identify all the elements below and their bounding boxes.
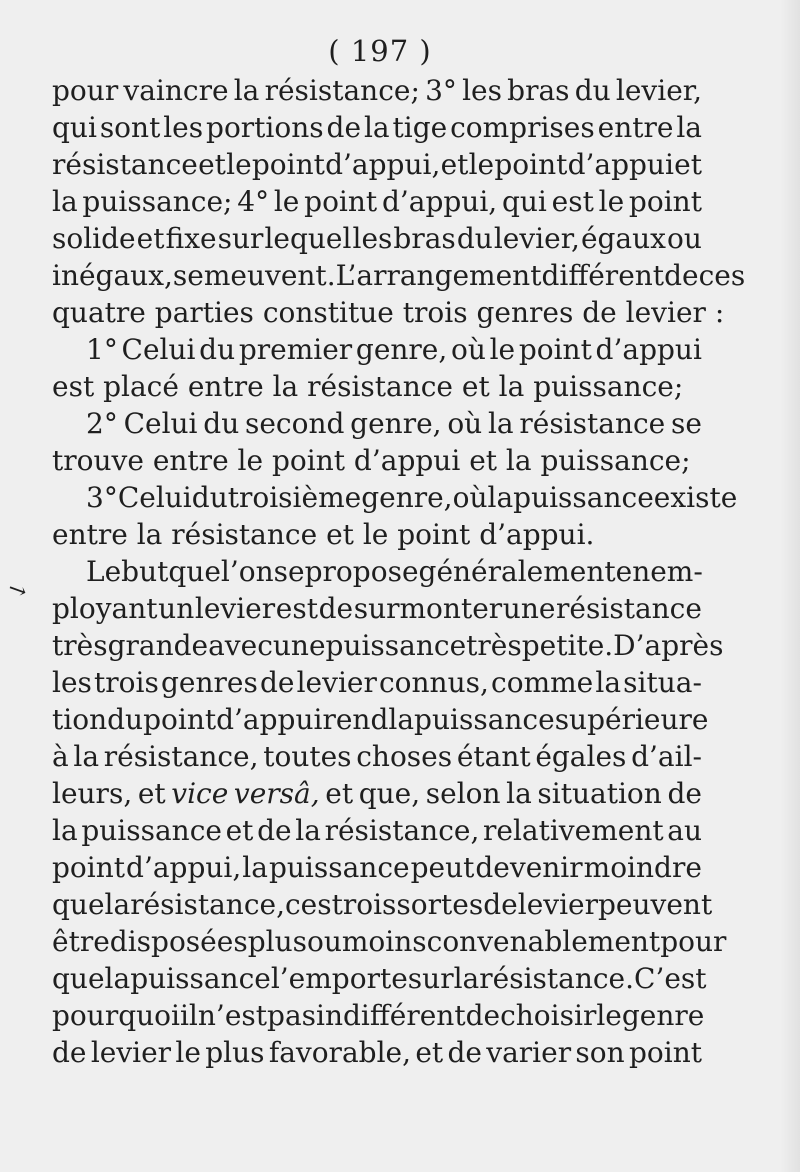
text-line (52, 220, 702, 257)
word: genre, (355, 333, 448, 366)
word: ou (306, 925, 342, 958)
word: point (271, 444, 346, 477)
word: trouve (52, 444, 144, 477)
word: la (233, 74, 260, 107)
word: la (104, 888, 131, 921)
word: les (462, 74, 502, 107)
word: en (615, 555, 651, 588)
word: résistance (519, 407, 666, 440)
word: résistance (171, 518, 318, 551)
word: résistance (307, 370, 454, 403)
word: parties (154, 296, 254, 329)
word: le (468, 148, 495, 181)
word: et (415, 1036, 444, 1069)
body-text (52, 72, 746, 1071)
word: égaux (580, 222, 666, 255)
word: meuvent. (203, 259, 336, 292)
word: levier, (493, 222, 580, 255)
word: sont (99, 111, 161, 144)
word: du (456, 222, 493, 255)
word: la (52, 814, 78, 847)
word: puissance; (533, 370, 684, 403)
word: ces (284, 888, 332, 921)
word: la (136, 518, 163, 551)
word: son (575, 1036, 625, 1069)
word: généralement (418, 555, 616, 588)
word: Celui (121, 333, 196, 366)
word: but (121, 555, 169, 588)
word: qui (501, 185, 547, 218)
word: premier (238, 333, 353, 366)
word: ployant (52, 592, 158, 625)
word: situation (537, 777, 662, 810)
word: les (352, 222, 393, 255)
word: convenablement (426, 925, 661, 958)
word: où (450, 333, 486, 366)
word: du (107, 703, 144, 736)
word: et (461, 370, 490, 403)
word: un (158, 592, 195, 625)
word: genre (621, 999, 705, 1032)
word: puissance (414, 703, 555, 736)
text-line (52, 923, 727, 960)
word: point (304, 185, 378, 218)
word: constitue (262, 296, 394, 329)
word: de (664, 259, 699, 292)
word: d’appui (595, 333, 702, 366)
word: puissance (513, 481, 654, 514)
word: choisir (500, 999, 597, 1032)
word: portions (206, 111, 324, 144)
text-line (52, 886, 713, 923)
word: une (272, 629, 326, 662)
word: d’appui (567, 148, 674, 181)
word: trois (402, 296, 468, 329)
text-line (52, 553, 702, 590)
word: levier, (615, 74, 702, 107)
word: la (595, 666, 622, 699)
text-line (52, 368, 702, 405)
text-line (52, 701, 709, 738)
word: pour (660, 925, 727, 958)
word: que (168, 555, 221, 588)
word: la (487, 407, 514, 440)
word: résistance, (324, 814, 480, 847)
word: devenir (475, 851, 583, 884)
word: solide (52, 222, 136, 255)
word: point (628, 1036, 702, 1069)
word: puissance; (540, 444, 691, 477)
word: d’ail- (631, 740, 702, 773)
word: bras (393, 222, 456, 255)
word: le (596, 999, 622, 1032)
word: grande (107, 629, 209, 662)
text-line (52, 590, 702, 627)
word: entre (52, 518, 128, 551)
word: inégaux, (52, 259, 173, 292)
word: point (494, 148, 568, 181)
word: la (272, 370, 299, 403)
word: levier (517, 888, 598, 921)
word: C’est (634, 962, 707, 995)
word: avec (208, 629, 273, 662)
text-line (52, 1034, 702, 1071)
word: résistance; (264, 74, 420, 107)
word: l’on (220, 555, 274, 588)
word: trois (331, 888, 397, 921)
word: L’arrangement (335, 259, 542, 292)
word: et (136, 222, 165, 255)
word: et (137, 777, 166, 810)
word: puissance (81, 814, 222, 847)
word: au (667, 814, 702, 847)
word: pourquoi (52, 999, 180, 1032)
word: Le (86, 555, 122, 588)
word: résistance, (130, 888, 285, 921)
text-line (52, 109, 702, 146)
word: favorable, (268, 1036, 411, 1069)
word: : (714, 296, 725, 329)
word: l’emporte (270, 962, 408, 995)
word: égales (535, 740, 627, 773)
word: la (487, 481, 514, 514)
word: la (73, 740, 100, 773)
word: fixe (165, 222, 217, 255)
word: d’appui (216, 703, 323, 736)
word: du (191, 481, 228, 514)
word: et (674, 148, 702, 181)
word: entre (152, 444, 229, 477)
text-line (52, 627, 724, 664)
page-number: ( 197 ) (328, 34, 432, 68)
word: point (251, 148, 325, 181)
word: est (52, 370, 95, 403)
word: étant (456, 740, 531, 773)
word: rend (322, 703, 389, 736)
text-line (52, 775, 702, 812)
word: se (671, 407, 702, 440)
text-line (52, 812, 702, 849)
word: plus (205, 1036, 265, 1069)
word: puissance (325, 629, 467, 662)
word: la (295, 814, 321, 847)
word: où (452, 481, 488, 514)
word: ces (698, 259, 746, 292)
word: et (198, 148, 226, 181)
word: à (52, 740, 69, 773)
word: la (453, 962, 480, 995)
word: situa- (623, 666, 702, 699)
word: il (179, 999, 198, 1032)
word: surmonter (353, 592, 503, 625)
text-line (52, 183, 702, 220)
word: la (242, 851, 268, 884)
word: disposées (109, 925, 248, 958)
word: résistance. (479, 962, 635, 995)
word: être (52, 925, 110, 958)
word: différent (541, 259, 665, 292)
word: sur (217, 222, 264, 255)
word: et (326, 518, 354, 551)
word: em- (650, 555, 703, 588)
word: très (52, 629, 108, 662)
word: est (275, 592, 318, 625)
word: troisième (227, 481, 362, 514)
text-line (52, 960, 707, 997)
word: la (52, 185, 78, 218)
word: supérieure (554, 703, 709, 736)
word: levier (194, 592, 276, 625)
word: le (175, 1036, 201, 1069)
word: et (325, 777, 354, 810)
text-line (52, 442, 702, 479)
word: puissance (268, 851, 410, 884)
word: tige (392, 111, 448, 144)
word: peuvent (598, 888, 713, 921)
word: indifférent (316, 999, 466, 1032)
word: et (469, 444, 498, 477)
word: de (318, 592, 354, 625)
word: sur (407, 962, 454, 995)
word: toutes (263, 740, 352, 773)
word: point (518, 333, 592, 366)
word: du (574, 74, 611, 107)
margin-mark: → (4, 575, 31, 606)
word: vice (171, 777, 229, 810)
text-line (52, 738, 702, 775)
word: sortes (396, 888, 484, 921)
word: que, (358, 777, 421, 810)
word: la (676, 111, 702, 144)
word: placé (103, 370, 179, 403)
word: une (502, 592, 556, 625)
word: le (226, 148, 252, 181)
word: de (326, 111, 362, 144)
word: les (52, 666, 92, 699)
text-line (52, 479, 738, 516)
word: d’appui (353, 444, 461, 477)
word: point (143, 703, 217, 736)
word: genre, (350, 407, 442, 440)
word: le (273, 185, 300, 218)
word: levier (625, 296, 706, 329)
word: lequel (264, 222, 352, 255)
text-line (52, 664, 702, 701)
word: 3° (86, 481, 118, 514)
word: propose (304, 555, 419, 588)
word: se (273, 555, 305, 588)
text-line (52, 331, 702, 368)
word: existe (653, 481, 738, 514)
word: selon (425, 777, 501, 810)
text-line (52, 257, 746, 294)
word: la (104, 962, 131, 995)
word: et (440, 148, 469, 181)
word: d’appui. (479, 518, 595, 551)
word: la (506, 777, 532, 810)
word: d’appui, (325, 148, 441, 181)
word: genre, (361, 481, 453, 514)
word: 2° (86, 407, 118, 440)
word: entre (597, 111, 674, 144)
word: bras (507, 74, 570, 107)
word: moins (341, 925, 427, 958)
word: 1° (86, 333, 118, 366)
word: de (483, 888, 518, 921)
word: 3° (425, 74, 457, 107)
word: que (52, 888, 105, 921)
word: que (52, 962, 105, 995)
word: moindre (583, 851, 702, 884)
word: entre (187, 370, 264, 403)
word: vaincre (123, 74, 229, 107)
page-edge-shadow (780, 0, 800, 1172)
word: Celui (117, 481, 192, 514)
word: comme (491, 666, 594, 699)
word: quatre (52, 296, 146, 329)
word: très (466, 629, 522, 662)
word: résistance (556, 592, 702, 625)
text-line (52, 294, 725, 331)
word: point (52, 851, 126, 884)
word: de (582, 296, 617, 329)
word: petite. (521, 629, 614, 662)
word: D’après (613, 629, 724, 662)
word: la (505, 444, 532, 477)
word: du (199, 333, 236, 366)
word: d’appui, (381, 185, 498, 218)
word: second (244, 407, 345, 440)
word: pour (52, 74, 119, 107)
word: puissance; (82, 185, 233, 218)
word: n’est (197, 999, 268, 1032)
word: le (598, 185, 625, 218)
word: la (498, 370, 525, 403)
text-line (52, 849, 702, 886)
word: qui (52, 111, 97, 144)
word: point (628, 185, 702, 218)
word: le (489, 333, 516, 366)
word: du (203, 407, 240, 440)
word: versâ, (233, 777, 320, 810)
word: les (163, 111, 204, 144)
word: résistance (52, 148, 198, 181)
word: et (225, 814, 254, 847)
word: de (259, 666, 295, 699)
word: peut (410, 851, 475, 884)
word: relativement (483, 814, 664, 847)
word: pas (267, 999, 317, 1032)
word: point (397, 518, 471, 551)
text-line (52, 997, 705, 1034)
word: 4° (237, 185, 270, 218)
word: levier (90, 1036, 172, 1069)
word: d’appui, (126, 851, 242, 884)
word: varier (486, 1036, 572, 1069)
word: de (257, 814, 292, 847)
word: tion (52, 703, 108, 736)
word: comprises (450, 111, 595, 144)
word: où (447, 407, 483, 440)
word: se (172, 259, 204, 292)
word: puissance (130, 962, 271, 995)
word: plus (247, 925, 307, 958)
word: choses (356, 740, 453, 773)
text-line (52, 516, 702, 553)
word: ou (666, 222, 702, 255)
word: genres (476, 296, 574, 329)
word: le (362, 518, 389, 551)
word: trois (94, 666, 159, 699)
word: le (237, 444, 264, 477)
word: la (388, 703, 415, 736)
word: connus, (378, 666, 489, 699)
word: Celui (123, 407, 198, 440)
text-line (52, 72, 702, 109)
word: résistance, (103, 740, 259, 773)
word: la (363, 111, 390, 144)
word: de (667, 777, 702, 810)
word: levier (296, 666, 377, 699)
word: de (465, 999, 501, 1032)
word: est (551, 185, 594, 218)
text-line (52, 405, 702, 442)
word: leurs, (52, 777, 133, 810)
word: de (52, 1036, 87, 1069)
word: genres (160, 666, 258, 699)
word: de (447, 1036, 482, 1069)
text-line (52, 146, 702, 183)
